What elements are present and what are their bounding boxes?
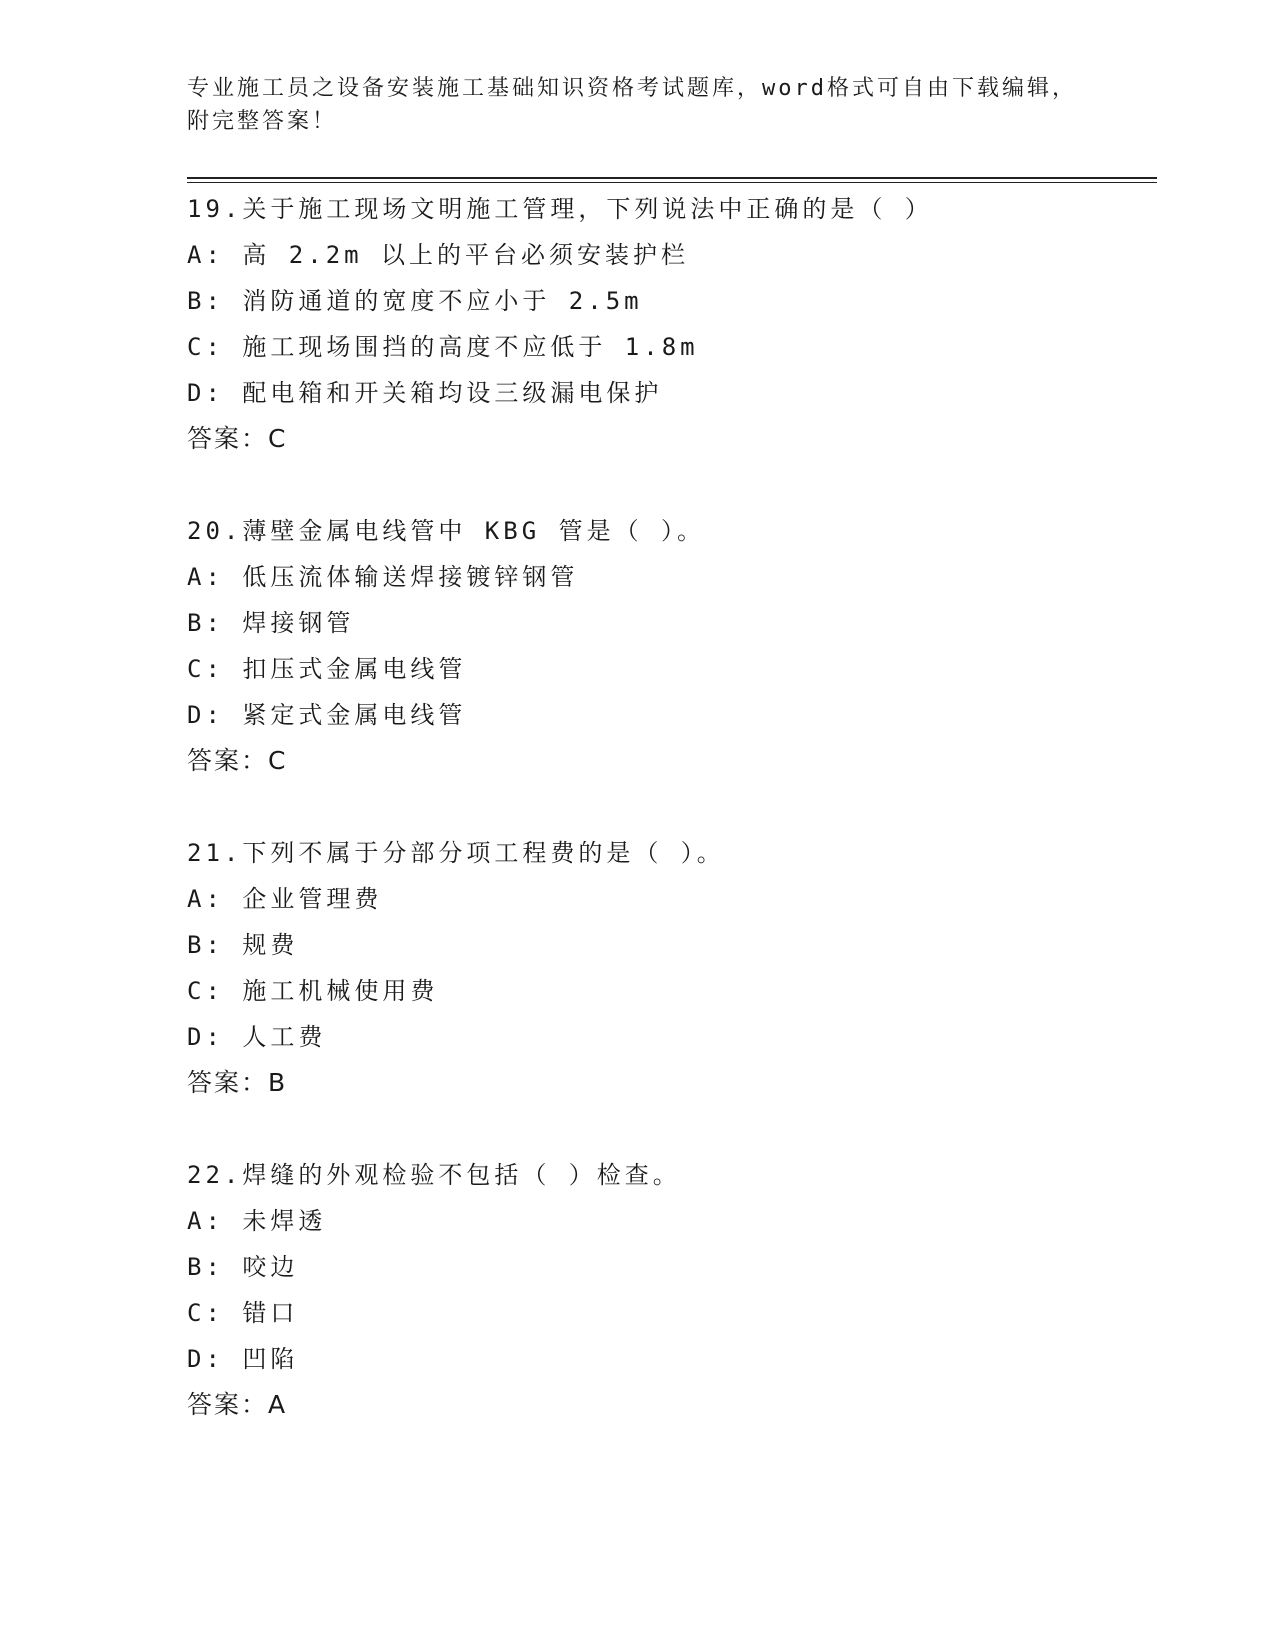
option-c: C: 错口 [187,1299,299,1327]
option-d: D: 人工费 [187,1023,327,1051]
question-19 [187,186,1147,462]
question-21 [187,830,1147,1106]
option-c: C: 施工现场围挡的高度不应低于 1.8m [187,333,699,361]
header-line-2: 附完整答案！ [187,109,338,134]
option-d: D: 配电箱和开关箱均设三级漏电保护 [187,379,663,407]
option-a: A: 企业管理费 [187,885,383,913]
option-b: B: 规费 [187,931,299,959]
answer: 答案：C [187,424,288,453]
option-c: C: 施工机械使用费 [187,977,439,1005]
option-a: A: 高 2.2m 以上的平台必须安装护栏 [187,241,690,269]
option-a: A: 低压流体输送焊接镀锌钢管 [187,563,579,591]
document-header [187,72,1087,138]
option-d: D: 凹陷 [187,1345,299,1373]
option-d: D: 紧定式金属电线管 [187,701,467,729]
question-stem: 22.焊缝的外观检验不包括（ ）检查。 [187,1161,681,1189]
question-stem: 20.薄壁金属电线管中 KBG 管是（ ）。 [187,517,706,545]
question-stem: 19.关于施工现场文明施工管理，下列说法中正确的是（ ） [187,195,933,223]
option-c: C: 扣压式金属电线管 [187,655,467,683]
answer: 答案：B [187,1068,288,1097]
option-b: B: 消防通道的宽度不应小于 2.5m [187,287,643,315]
header-divider [187,177,1157,183]
answer: 答案：C [187,746,288,775]
question-20 [187,508,1147,784]
question-stem: 21.下列不属于分部分项工程费的是（ ）。 [187,839,725,867]
header-line-1: 专业施工员之设备安装施工基础知识资格考试题库，word格式可自由下载编辑， [187,76,1077,101]
option-b: B: 焊接钢管 [187,609,355,637]
option-b: B: 咬边 [187,1253,299,1281]
answer: 答案：A [187,1390,288,1419]
option-a: A: 未焊透 [187,1207,327,1235]
question-22 [187,1152,1147,1428]
